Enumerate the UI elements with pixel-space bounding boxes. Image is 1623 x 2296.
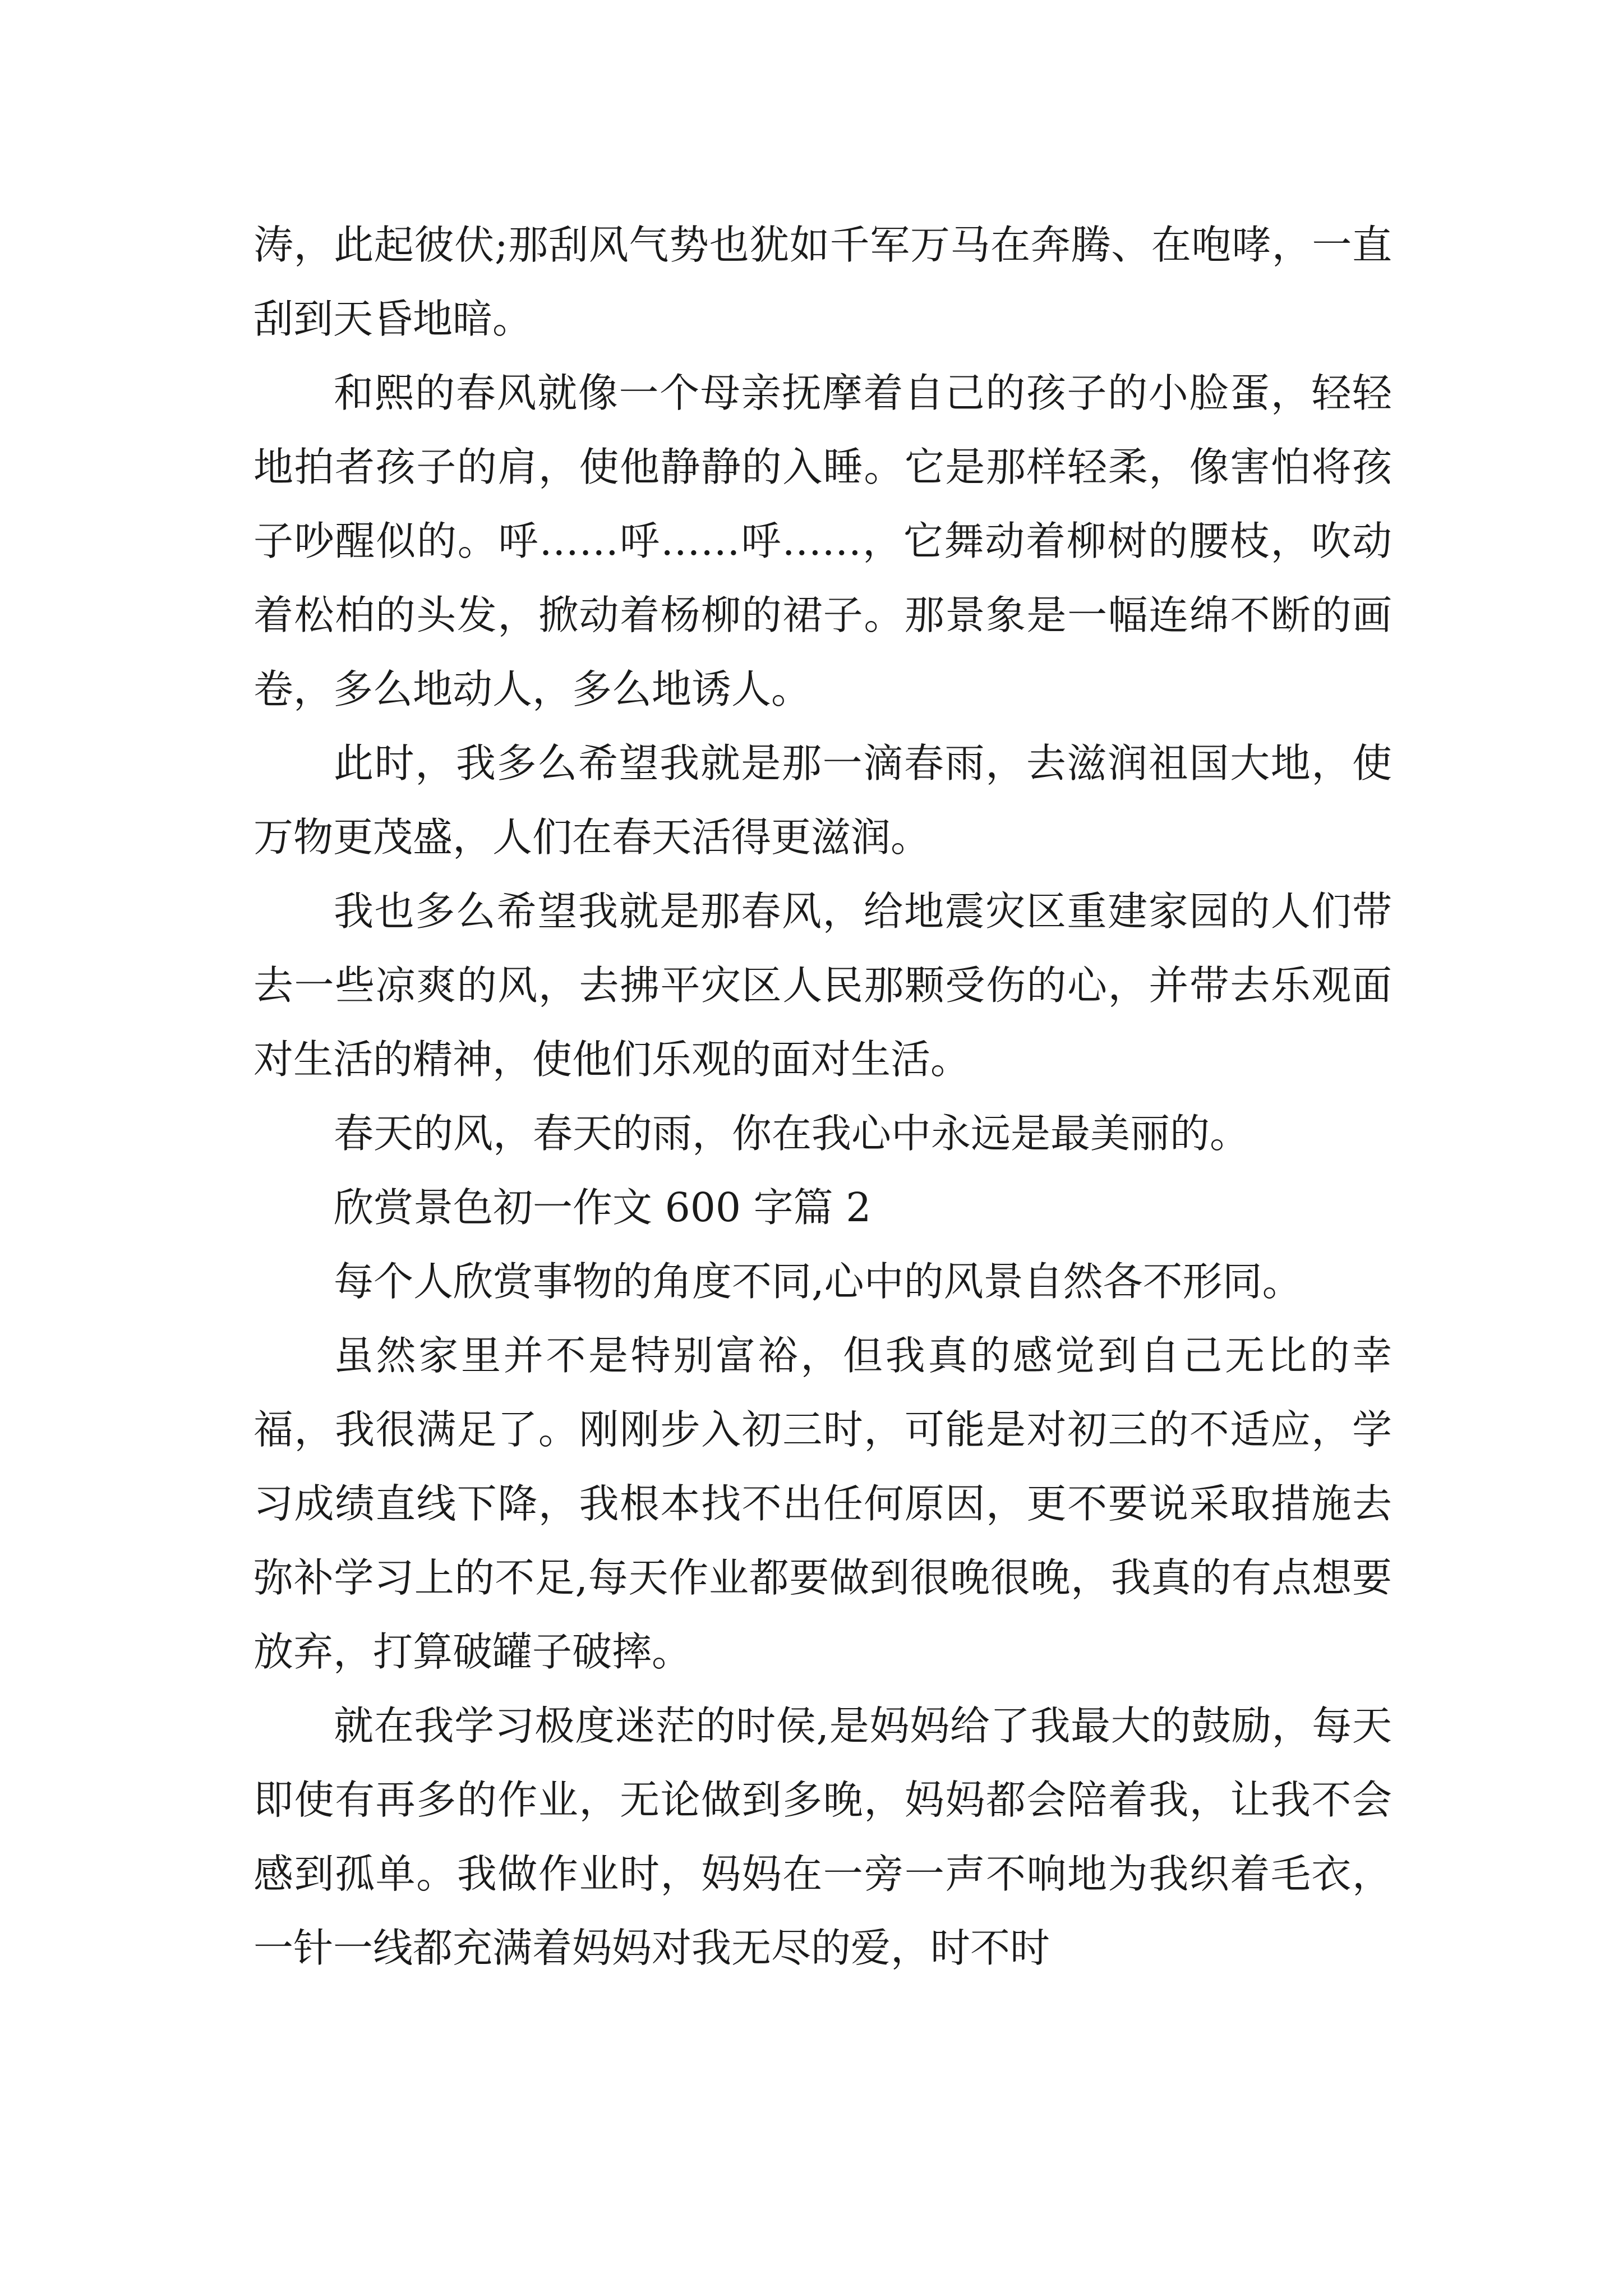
paragraph-8: 就在我学习极度迷茫的时侯,是妈妈给了我最大的鼓励，每天即使有再多的作业，无论做到多晚，妈妈都会陪着我，让我不会感到孤单。我做作业时，妈妈在一旁一声不响地为我织着毛衣，一针一线都充满着妈妈对我无尽的爱，时不时: [253, 1703, 1392, 1971]
section-heading: 欣赏景色初一作文 600 字篇 2: [334, 1184, 872, 1231]
paragraph-3: 此时，我多么希望我就是那一滴春雨，去滋润祖国大地，使万物更茂盛，人们在春天活得更滋润。: [253, 740, 1392, 861]
paragraph-7: 虽然家里并不是特别富裕，但我真的感觉到自己无比的幸福，我很满足了。刚刚步入初三时，可能是对初三的不适应，学习成绩直线下降，我根本找不出任何原因，更不要说采取措施去弥补学习上的不足,每天作业都要做到很晚很晚，我真的有点想要放弃，打算破罐子破摔。: [253, 1332, 1392, 1675]
paragraph-6: 每个人欣赏事物的角度不同,心中的风景自然各不形同。: [334, 1258, 1302, 1305]
paragraph-2: 和熙的春风就像一个母亲抚摩着自己的孩子的小脸蛋，轻轻地拍者孩子的肩，使他静静的入睡。它是那样轻柔，像害怕将孩子吵醒似的。呼……呼……呼……，它舞动着柳树的腰枝，吹动着松柏的头发，掀动着杨柳的裙子。那景象是一幅连绵不断的画卷，多么地动人，多么地诱人。: [253, 370, 1392, 712]
paragraph-5: 春天的风，春天的雨，你在我心中永远是最美丽的。: [334, 1110, 1250, 1157]
paragraph-1: 涛，此起彼伏;那刮风气势也犹如千军万马在奔腾、在咆哮，一直刮到天昏地暗。: [253, 222, 1392, 342]
document-body: [253, 208, 1392, 1985]
paragraph-4: 我也多么希望我就是那春风，给地震灾区重建家园的人们带去一些凉爽的风，去拂平灾区人民那颗受伤的心，并带去乐观面对生活的精神，使他们乐观的面对生活。: [253, 888, 1392, 1083]
